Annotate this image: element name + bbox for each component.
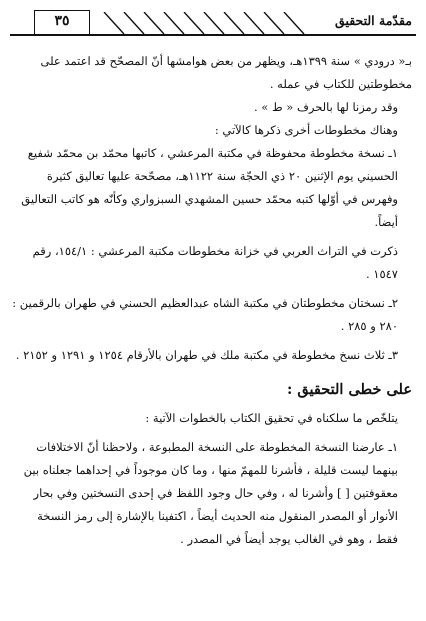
paragraph-other-manuscripts: وهناك مخطوطات أخرى ذكرها كالآتي : <box>214 123 398 137</box>
running-title: مقدّمة التحقيق <box>335 13 412 28</box>
page-number-box <box>34 10 90 36</box>
paragraph-symbol: وقد رمزنا لها بالحرف « ط » . <box>253 100 398 114</box>
list-item-3: ٣ـ ثلاث نسخ مخطوطة في مكتبة ملك في طهران بالأرقام ١٢٥٤ و ١٢٩١ و ٢١٥٢ . <box>15 348 398 362</box>
list-item-1-reference: ذكرت في التراث العربي في خزانة مخطوطات مكتبة المرعشي : ١٥٤/١، رقم ١٥٤٧ . <box>32 244 398 281</box>
list-item-2: ٢ـ نسختان مخطوطتان في مكتبة الشاه عبدالعظيم الحسني في طهران بالرقمين : ٢٨٠ و ٢٨٥ . <box>12 296 398 333</box>
header-hatch-decoration <box>98 12 330 36</box>
page-header <box>10 10 416 42</box>
page-body <box>12 50 412 615</box>
section-heading: على خطى التحقيق : <box>287 381 412 398</box>
list-item-1: ١ـ نسخة مخطوطة محفوظة في مكتبة المرعشي ، كاتبها محمّد بن محمّد شفيع الحسيني يوم الإثنين ٢٠ ذي الحجّة سنة ١١٢٢هـ، مصحّحة عليها تعاليق كثيرة وفهرس في أوّلها كتبه محمّد حسين المشهدي السبزواري وكأنّه هو كاتب التعاليق أيضاً. <box>21 146 398 229</box>
paragraph-intro: بـ« درودي » سنة ١٣٩٩هـ، ويظهر من بعض هوامشها أنّ المصحّح قد اعتمد على مخطوطتين للكتاب في عمله . <box>40 54 412 91</box>
page-number: ٣٥ <box>54 13 70 29</box>
section-step-1: ١ـ عارضنا النسخة المخطوطة على النسخة المطبوعة ، ولاحظنا أنّ الاختلافات بينهما ليست قليلة ، فأشرنا للمهمّ منها ، وما كان موجوداً في إحداهما جعلناه بين معقوفتين [ ] وأشرنا له ، وفي حال وجود اللفظ في إحدى النسختين وفي بحار الأنوار أو المصدر المنقول منه الحديث أيضاً ، اكتفينا بالإشارة إلى رمز النسخة فقط ، وهو في الغالب يوجد أيضاً في المصدر . <box>23 440 398 546</box>
section-intro: يتلخّص ما سلكناه في تحقيق الكتاب بالخطوات الآتية : <box>145 411 398 425</box>
